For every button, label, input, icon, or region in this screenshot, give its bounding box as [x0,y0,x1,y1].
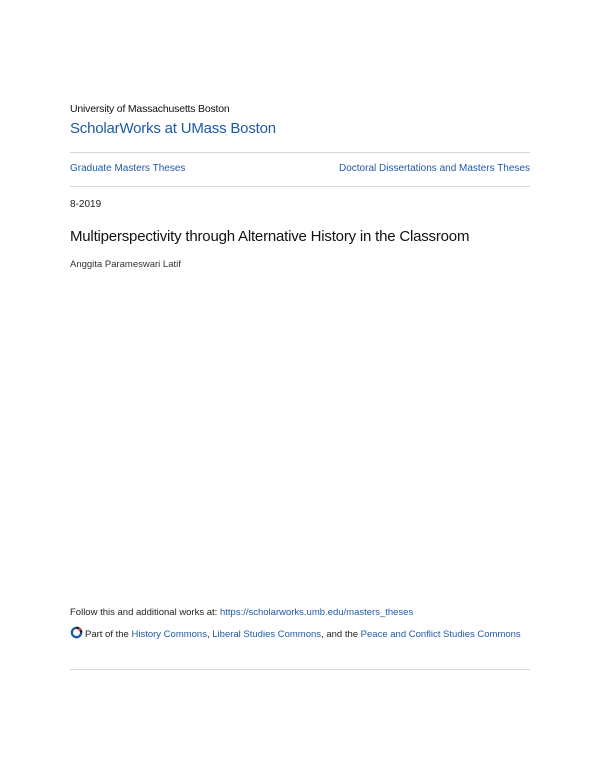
document-title: Multiperspectivity through Alternative History in the Classroom [70,228,470,245]
divider-top [70,152,530,153]
follow-line [70,607,413,618]
institution-name: University of Massachusetts Boston [70,103,230,115]
liberal-studies-commons-link[interactable]: Liberal Studies Commons [212,629,322,640]
history-commons-link[interactable]: History Commons [131,629,207,640]
publication-date: 8-2019 [70,199,102,210]
separator-1: , [206,629,213,640]
divider-middle [70,186,530,187]
repository-name[interactable]: ScholarWorks at UMass Boston [70,120,276,137]
author-name: Anggita Parameswari Latif [70,259,181,270]
collection-link-graduate-theses[interactable]: Graduate Masters Theses [70,163,186,174]
commons-network-icon [70,626,83,639]
divider-bottom [70,669,530,670]
collection-link-dissertations[interactable]: Doctoral Dissertations and Masters Theses [338,163,530,174]
follow-text: Follow this and additional works at: [70,607,220,618]
part-of-text: Part of the [85,629,132,640]
part-of-line [70,626,530,643]
peace-conflict-studies-commons-link[interactable]: Peace and Conflict Studies Commons [360,629,521,640]
follow-url-link[interactable]: https://scholarworks.umb.edu/masters_theses [219,607,414,618]
separator-2: , and the [321,629,361,640]
